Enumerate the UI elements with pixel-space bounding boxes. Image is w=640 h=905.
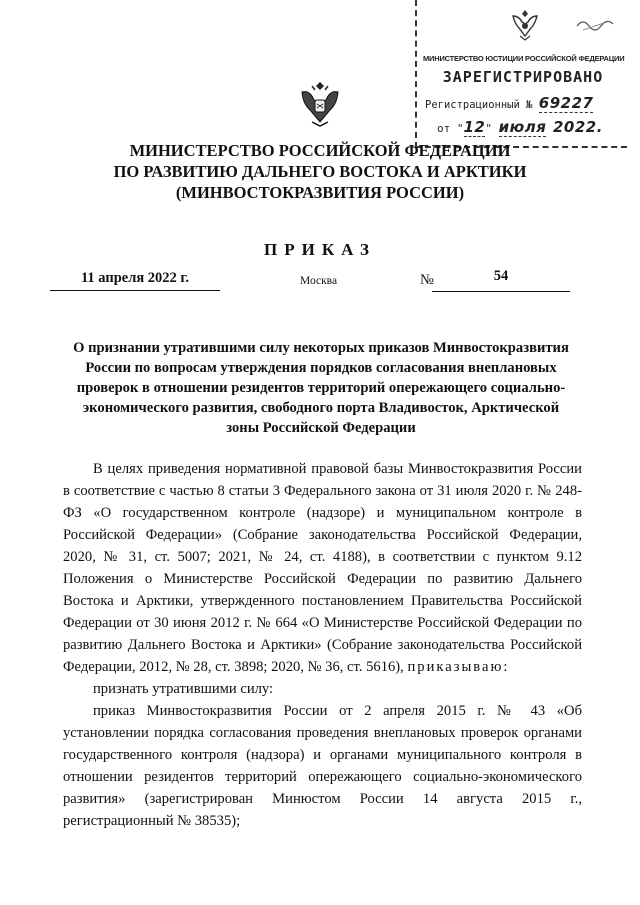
stamp-date-year: 2022. (552, 118, 603, 136)
stamp-registration-line (425, 94, 625, 112)
stamp-status: ЗАРЕГИСТРИРОВАНО (442, 68, 604, 86)
order-word: приказываю: (407, 659, 510, 675)
header-line-2: ПО РАЗВИТИЮ ДАЛЬНЕГО ВОСТОКА И АРКТИКИ (113, 162, 527, 181)
body-paragraph-3: приказ Минвостокразвития России от 2 апреля 2015 г. № 43 «Об установлении порядка согласования проведения внеплановых проверок органами государственного контроля (надзора) и органами муниципального контроля в отношении резидентов территорий опережающего социально-экономического развития» (зарегистрирован Минюстом России 14 августа 2015 г., регистрационный № 38535); (63, 703, 582, 829)
ministry-header (80, 140, 560, 203)
header-line-3: (МИНВОСТОКРАЗВИТИЯ РОССИИ) (175, 183, 465, 202)
stamp-reg-label: Регистрационный № (425, 99, 533, 111)
stamp-ministry-name: МИНИСТЕРСТВО ЮСТИЦИИ РОССИЙСКОЙ ФЕДЕРАЦИИ (423, 54, 625, 63)
document-subject: О признании утратившими силу некоторых приказов Минвостокразвития России по вопросам утверждения порядков согласования внеплановых проверок в отношении резидентов территорий опережающего социально-экономического развития, свободного порта Владивосток, Арктической зоны Российской Федерации (73, 340, 569, 436)
body-paragraph-1 (63, 458, 582, 678)
body-paragraph-2: признать утратившими силу: (93, 681, 274, 697)
header-line-1: МИНИСТЕРСТВО РОССИЙСКОЙ ФЕДЕРАЦИИ (129, 141, 511, 160)
coat-of-arms-icon (298, 80, 342, 128)
document-body (63, 458, 582, 832)
stamp-reg-number: 69227 (538, 94, 594, 112)
document-date: 11 апреля 2022 г. (50, 270, 220, 291)
document-city: Москва (300, 275, 338, 287)
document-number-label: № (420, 272, 434, 288)
registration-stamp (415, 0, 627, 148)
stamp-date-day: 12 (463, 118, 486, 136)
scribble-mark-icon (575, 16, 615, 34)
document-number: 54 (432, 268, 570, 292)
stamp-date-line: от "12" июля 2022. (437, 118, 603, 136)
stamp-date-month: июля (498, 118, 547, 136)
document-type: ПРИКАЗ (264, 240, 376, 259)
eagle-emblem-icon (509, 6, 541, 42)
stamp-date-prefix: от (437, 122, 451, 135)
body-paragraph-1-text: В целях приведения нормативной правовой базы Минвостокразвития России в соответствие с частью 8 статьи 3 Федерального закона от 31 июля 2020 г. № 248-ФЗ «О государственном контроле (надзоре) и муниципальном контроле в Российской Федерации» (Собрание законодательства Российской Федерации, 2020, № 31, ст. 5007; 2021, № 24, ст. 4188), в соответствии с пунктом 9.12 Положения о Министерстве Российской Федерации по развитию Дальнего Востока и Арктики, утвержденного постановлением Правительства Российской Федерации от 30 июня 2012 г. № 664 «О Министерстве Российской Федерации по развитию Дальнего Востока и Арктики» (Собрание законодательства Российской Федерации, 2012, № 28, ст. 3898; 2020, № 36, ст. 5616), (63, 461, 582, 675)
